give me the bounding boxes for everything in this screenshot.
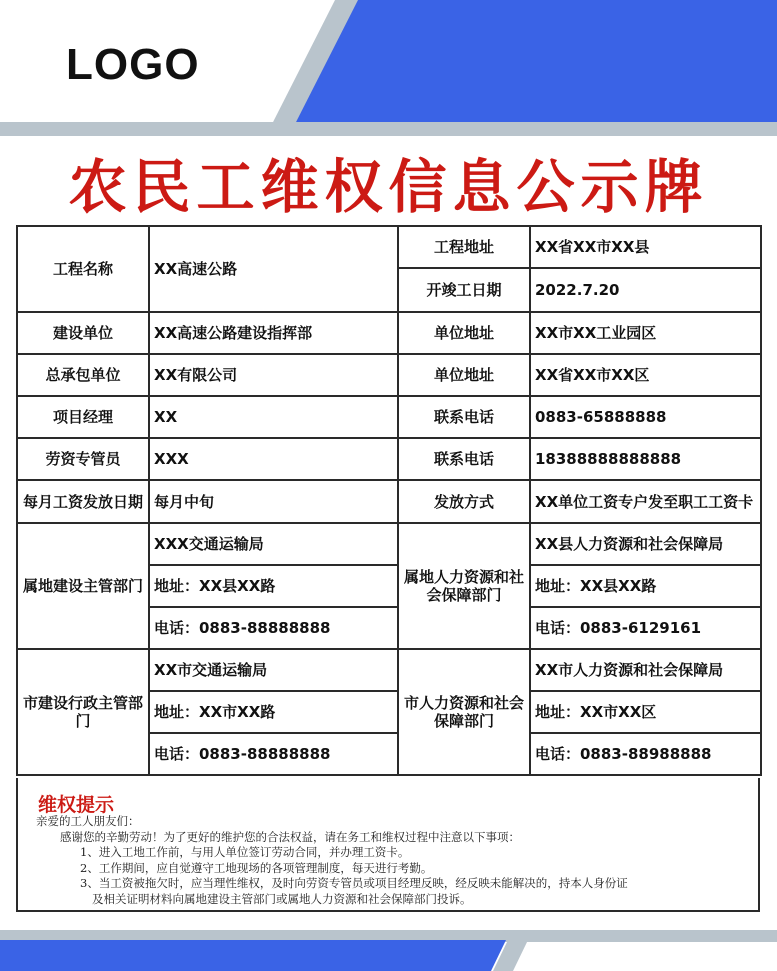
local-hr-phone: 电话：0883-6129161 — [530, 607, 761, 649]
page-title: 农民工维权信息公示牌 — [68, 153, 709, 221]
pay-date-label: 每月工资发放日期 — [17, 480, 149, 523]
manager-value: XX — [149, 396, 398, 438]
local-construction-name: XXX交通运输局 — [149, 523, 398, 565]
manager-phone-label: 联系电话 — [398, 396, 530, 438]
project-name-value: XX高速公路 — [149, 226, 398, 312]
project-address-label: 工程地址 — [398, 226, 530, 268]
info-table — [16, 225, 762, 776]
start-date-label: 开竣工日期 — [398, 268, 530, 312]
city-construction-address: 地址：XX市XX路 — [149, 691, 398, 733]
tips-intro: 感谢您的辛勤劳动！为了更好的维护您的合法权益，请在务工和维权过程中注意以下事项： — [60, 829, 520, 844]
logo: LOGO — [66, 40, 200, 89]
builder-label: 建设单位 — [17, 312, 149, 354]
tips-greeting: 亲爱的工人朋友们： — [36, 814, 140, 828]
local-construction-label: 属地建设主管部门 — [17, 523, 149, 649]
city-hr-address: 地址：XX市XX区 — [530, 691, 761, 733]
pay-method-value: XX单位工资专户发至职工工资卡 — [530, 480, 761, 523]
city-hr-label: 市人力资源和社会保障部门 — [398, 649, 530, 775]
tips-item-3-cont: 及相关证明材料向属地建设主管部门或属地人力资源和社会保障部门投诉。 — [92, 891, 472, 906]
tips-item-3: 3、当工资被拖欠时，应当理性维权，及时向劳资专管员或项目经理反映，经反映未能解决的，持本人身份证 — [80, 876, 628, 891]
manager-phone-value: 0883-65888888 — [530, 396, 761, 438]
city-construction-phone: 电话：0883-88888888 — [149, 733, 398, 775]
project-address-value: XX省XX市XX县 — [530, 226, 761, 268]
city-hr-phone: 电话：0883-88988888 — [530, 733, 761, 775]
tips-body — [36, 814, 628, 908]
contractor-address-label: 单位地址 — [398, 354, 530, 396]
builder-value: XX高速公路建设指挥部 — [149, 312, 398, 354]
contractor-label: 总承包单位 — [17, 354, 149, 396]
labor-label: 劳资专管员 — [17, 438, 149, 480]
tips-item-1: 1、进入工地工作前，与用人单位签订劳动合同，并办理工资卡。 — [80, 845, 410, 860]
local-hr-label: 属地人力资源和社会保障部门 — [398, 523, 530, 649]
city-construction-name: XX市交通运输局 — [149, 649, 398, 691]
project-name-label: 工程名称 — [17, 226, 149, 312]
footer-blue-shape — [0, 940, 777, 971]
tips-item-2: 2、工作期间，应自觉遵守工地现场的各项管理制度，每天进行考勤。 — [80, 860, 433, 875]
city-hr-name: XX市人力资源和社会保障局 — [530, 649, 761, 691]
city-construction-label: 市建设行政主管部门 — [17, 649, 149, 775]
labor-phone-label: 联系电话 — [398, 438, 530, 480]
pay-date-value: 每月中旬 — [149, 480, 398, 523]
contractor-address-value: XX省XX市XX区 — [530, 354, 761, 396]
labor-phone-value: 18388888888888 — [530, 438, 761, 480]
tips-box — [16, 778, 760, 912]
start-date-value: 2022.7.20 — [530, 268, 761, 312]
pay-method-label: 发放方式 — [398, 480, 530, 523]
local-hr-address: 地址：XX县XX路 — [530, 565, 761, 607]
manager-label: 项目经理 — [17, 396, 149, 438]
local-construction-phone: 电话：0883-88888888 — [149, 607, 398, 649]
builder-address-label: 单位地址 — [398, 312, 530, 354]
contractor-value: XX有限公司 — [149, 354, 398, 396]
header-gray-band — [0, 122, 777, 136]
local-hr-name: XX县人力资源和社会保障局 — [530, 523, 761, 565]
labor-value: XXX — [149, 438, 398, 480]
local-construction-address: 地址：XX县XX路 — [149, 565, 398, 607]
builder-address-value: XX市XX工业园区 — [530, 312, 761, 354]
tips-title: 维权提示 — [38, 794, 115, 816]
